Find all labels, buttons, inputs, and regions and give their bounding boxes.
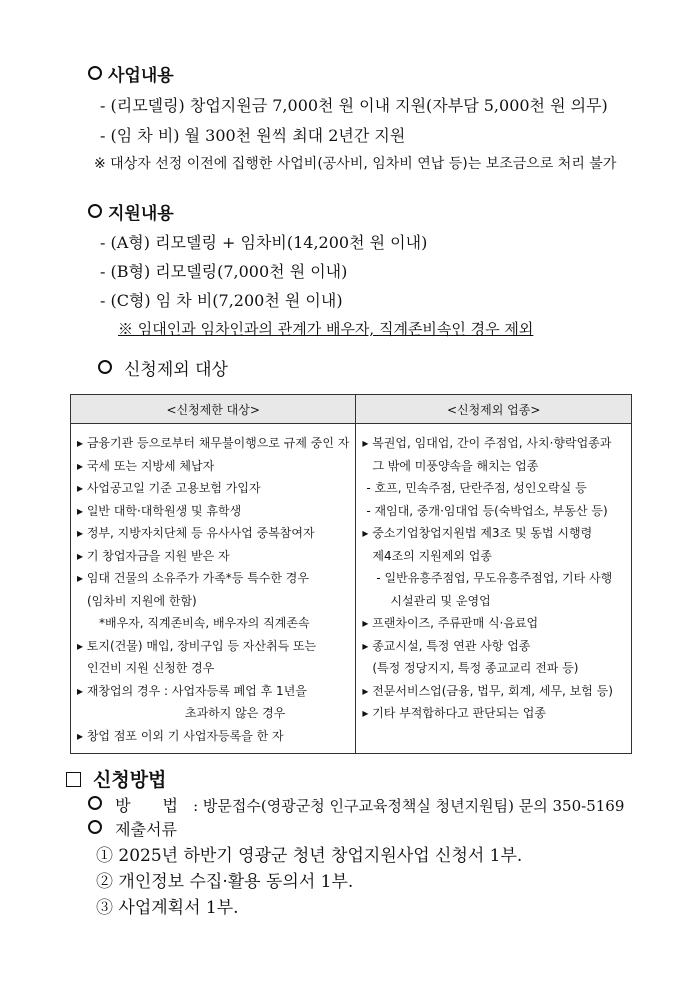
restricted-item: *배우자, 직계존비속, 배우자의 직계존속 <box>99 616 310 630</box>
method-label: 방 법 <box>115 796 179 815</box>
doc-item-consent: ② 개인정보 수집·활용 동의서 1부. <box>96 872 354 892</box>
industry-item: ▸ 종교시설, 특정 연관 사항 업종 <box>362 638 531 653</box>
industry-item: ▸ 복권업, 임대업, 간이 주점업, 사치·향락업종과 <box>362 436 612 450</box>
circle-bullet-icon <box>88 796 102 810</box>
support-line-c: - (C형) 임 차 비(7,200천 원 이내) <box>100 291 343 310</box>
business-line-rent: - (임 차 비) 월 300천 원씩 최대 2년간 지원 <box>100 126 406 145</box>
industry-item: - 재임대, 중개·임대업 등(숙박업소, 부동산 등) <box>366 503 608 518</box>
circle-bullet-icon <box>88 66 102 80</box>
restricted-item: ▸ 정부, 지방자치단체 등 유사사업 중복참여자 <box>77 526 315 540</box>
exclusion-table <box>70 394 632 754</box>
doc-item-application: ① 2025년 하반기 영광군 청년 창업지원사업 신청서 1부. <box>96 846 523 866</box>
restricted-list <box>71 424 356 754</box>
support-heading: 지원내용 <box>88 204 174 224</box>
industry-item: ▸ 프랜차이즈, 주류판매 식·음료업 <box>362 616 539 630</box>
restricted-item: (임차비 지원에 한함) <box>87 593 197 608</box>
restricted-item: ▸ 국세 또는 지방세 체납자 <box>77 458 215 473</box>
industry-item: 시설관리 및 운영업 <box>390 593 491 608</box>
exclusion-col-industry-header: <신청제외 업종> <box>356 395 632 424</box>
industry-list <box>356 424 632 754</box>
method-value: : 방문접수(영광군청 인구교육정책실 청년지원팀) 문의 350-5169 <box>193 797 625 815</box>
industry-item: 제4조의 지원제외 업종 <box>372 548 492 563</box>
circle-bullet-icon <box>98 360 112 374</box>
application-heading: 신청방법 <box>66 765 166 792</box>
circle-bullet-icon <box>88 204 102 218</box>
restricted-item: ▸ 기 창업자금을 지원 받은 자 <box>77 548 230 563</box>
docs-heading: 제출서류 <box>88 820 177 839</box>
industry-item: - 호프, 민속주점, 단란주점, 성인오락실 등 <box>366 481 587 495</box>
application-method <box>88 796 624 815</box>
industry-item: 그 밖에 미풍양속을 해치는 업종 <box>372 458 539 473</box>
restricted-item: 인건비 지원 신청한 경우 <box>87 661 215 675</box>
support-line-b: - (B형) 리모델링(7,000천 원 이내) <box>100 262 348 281</box>
exclusion-col-restricted-header: <신청제한 대상> <box>71 395 356 424</box>
support-note: ※ 임대인과 임차인과의 관계가 배우자, 직계존비속인 경우 제외 <box>118 320 534 338</box>
restricted-item: ▸ 임대 건물의 소유주가 가족*등 특수한 경우 <box>77 571 309 585</box>
restricted-item: ▸ 토지(건물) 매입, 장비구입 등 자산취득 또는 <box>77 638 317 653</box>
industry-item: - 일반유흥주점업, 무도유흥주점업, 기타 사행 <box>376 571 613 585</box>
industry-item: (특정 정당지지, 특정 종교교리 전파 등) <box>372 661 579 675</box>
doc-item-business-plan: ③ 사업계획서 1부. <box>96 898 239 918</box>
business-heading: 사업내용 <box>88 66 174 86</box>
restricted-item: ▸ 금융기관 등으로부터 채무불이행으로 규제 중인 자 <box>77 436 350 450</box>
restricted-item: ▸ 창업 점포 이외 기 사업자등록을 한 자 <box>77 728 284 743</box>
industry-item: ▸ 전문서비스업(금융, 법무, 회계, 세무, 보험 등) <box>362 683 613 698</box>
restricted-item: ▸ 사업공고일 기준 고용보험 가입자 <box>77 481 261 495</box>
support-line-a: - (A형) 리모델링 + 임차비(14,200천 원 이내) <box>100 233 428 252</box>
restricted-item: ▸ 재창업의 경우 : 사업자등록 폐업 후 1년을 <box>77 683 307 698</box>
business-line-remodel: - (리모델링) 창업지원금 7,000천 원 이내 지원(자부담 5,000천 원 의무) <box>100 96 608 115</box>
industry-item: ▸ 중소기업창업지원법 제3조 및 동법 시행령 <box>362 526 593 540</box>
restricted-item: ▸ 일반 대학·대학원생 및 휴학생 <box>77 503 242 518</box>
restricted-item: 초과하지 않은 경우 <box>185 706 286 720</box>
exclusion-heading: 신청제외 대상 <box>98 360 228 380</box>
industry-item: ▸ 기타 부적합하다고 판단되는 업종 <box>362 706 546 720</box>
circle-bullet-icon <box>88 820 102 834</box>
square-bullet-icon <box>66 772 81 787</box>
business-note: ※ 대상자 선정 이전에 집행한 사업비(공사비, 임차비 연납 등)는 보조금으로 처리 불가 <box>94 156 617 172</box>
